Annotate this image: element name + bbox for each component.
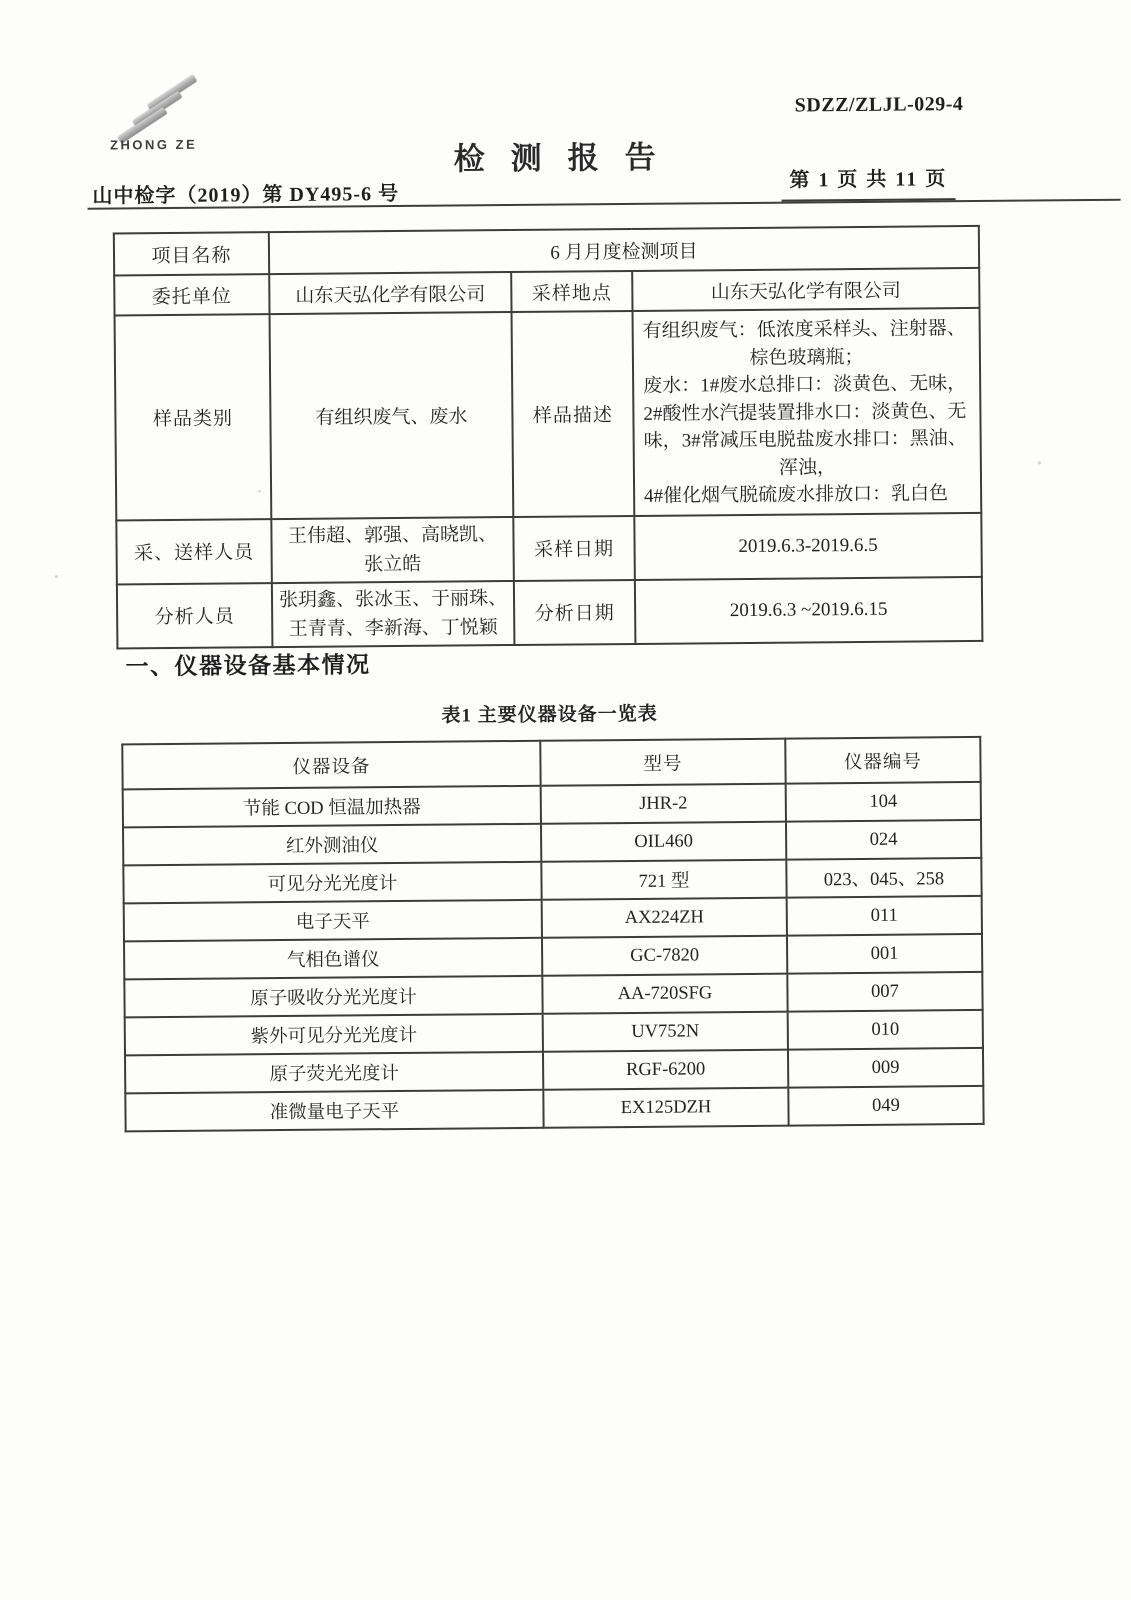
project-name-label: 项目名称: [114, 232, 269, 275]
column-header-serial: 仪器编号: [785, 737, 980, 784]
section-heading: 一、仪器设备基本情况: [125, 652, 371, 680]
client-label: 委托单位: [114, 274, 269, 315]
table-cell: 节能 COD 恒温加热器: [123, 786, 541, 828]
table-cell: 气相色谱仪: [124, 938, 542, 980]
report-title-text: 检测报告: [453, 139, 682, 177]
sample-type-label: 样品类别: [115, 314, 272, 520]
desc-line: 浑浊，: [778, 456, 836, 479]
page-indicator: 第 1 页 共 11 页: [781, 162, 955, 202]
table-caption: 表1 主要仪器设备一览表: [441, 703, 658, 727]
table-cell: RGF-6200: [543, 1050, 788, 1090]
scan-speck: [1038, 461, 1041, 464]
table-cell: 001: [787, 934, 982, 974]
table-cell: 049: [788, 1086, 983, 1126]
table-row: [115, 308, 982, 520]
table-cell: 009: [788, 1048, 983, 1088]
table-cell: AX224ZH: [542, 898, 787, 938]
analysis-date-label: 分析日期: [514, 579, 636, 644]
table-row: [114, 226, 979, 276]
table-cell: 紫外可见分光光度计: [125, 1014, 543, 1056]
sample-type-value: 有组织废气、废水: [270, 312, 514, 519]
sampling-location-value: 山东天弘化学有限公司: [632, 268, 979, 311]
table-cell: 原子荧光光度计: [125, 1052, 543, 1094]
table-cell: 电子天平: [124, 900, 542, 942]
analysts-label: 分析人员: [117, 583, 273, 648]
table-cell: GC-7820: [542, 936, 787, 976]
table-cell: 023、045、258: [786, 858, 981, 898]
desc-line: 4#催化烟气脱硫废水排放口：乳白色: [644, 483, 949, 507]
report-number: 山中检字（2019）第 DY495-6 号: [92, 182, 400, 208]
sample-description-label: 样品描述: [512, 311, 635, 517]
table-header-row: [122, 737, 980, 789]
instruments-table-body: [123, 782, 984, 1131]
table-cell: AA-720SFG: [542, 974, 787, 1014]
sampling-date-value: 2019.6.3-2019.6.5: [634, 512, 982, 579]
table-cell: JHR-2: [541, 784, 786, 824]
analysts-value: 张玥鑫、张冰玉、于丽珠、 王青青、李新海、丁悦颖: [272, 581, 515, 647]
logo-text: ZHONG ZE: [109, 136, 198, 153]
sample-description-value: [633, 308, 982, 516]
column-header-model: 型号: [540, 739, 785, 786]
table-row: [116, 512, 982, 584]
client-value: 山东天弘化学有限公司: [269, 272, 511, 314]
project-name-value: 6 月月度检测项目: [269, 226, 979, 274]
desc-line: 2#酸性水汽提装置排水口：淡黄色、无: [643, 400, 967, 425]
desc-line: 味，3#常减压电脱盐废水排口：黑油、: [643, 428, 967, 452]
scan-speck: [258, 490, 261, 492]
table-cell: 010: [788, 1010, 983, 1050]
instruments-table: [121, 736, 984, 1132]
desc-line: 棕色玻璃瓶；: [749, 346, 864, 369]
table-cell: 准微量电子天平: [125, 1090, 543, 1132]
table-cell: OIL460: [541, 822, 786, 862]
column-header-instrument: 仪器设备: [122, 741, 540, 790]
table-cell: UV752N: [543, 1012, 788, 1052]
desc-line: 废水：1#废水总排口：淡黄色、无味，: [643, 373, 967, 397]
sampling-location-label: 采样地点: [511, 271, 632, 312]
table-row: [125, 1086, 983, 1131]
table-cell: 原子吸收分光光度计: [124, 976, 542, 1018]
doc-code: SDZZ/ZLJL-029-4: [794, 93, 964, 117]
table-cell: 可见分光光度计: [123, 862, 541, 904]
analysis-date-value: 2019.6.3 ~2019.6.15: [635, 576, 983, 643]
scan-speck: [55, 575, 58, 578]
table-cell: EX125DZH: [543, 1088, 788, 1128]
samplers-value: 王伟超、郭强、高晓凯、 张立皓: [271, 517, 514, 583]
table-cell: 011: [787, 896, 982, 936]
table-row: [117, 576, 983, 648]
sampling-date-label: 采样日期: [513, 515, 635, 580]
table-cell: 024: [786, 820, 981, 860]
table-cell: 104: [786, 782, 981, 822]
table-cell: 721 型: [541, 860, 786, 900]
desc-line: 有组织废气：低浓度采样头、注射器、: [642, 318, 966, 342]
info-table: [113, 225, 984, 649]
samplers-label: 采、送样人员: [116, 519, 272, 584]
table-cell: 007: [787, 972, 982, 1012]
table-cell: 红外测油仪: [123, 824, 541, 866]
